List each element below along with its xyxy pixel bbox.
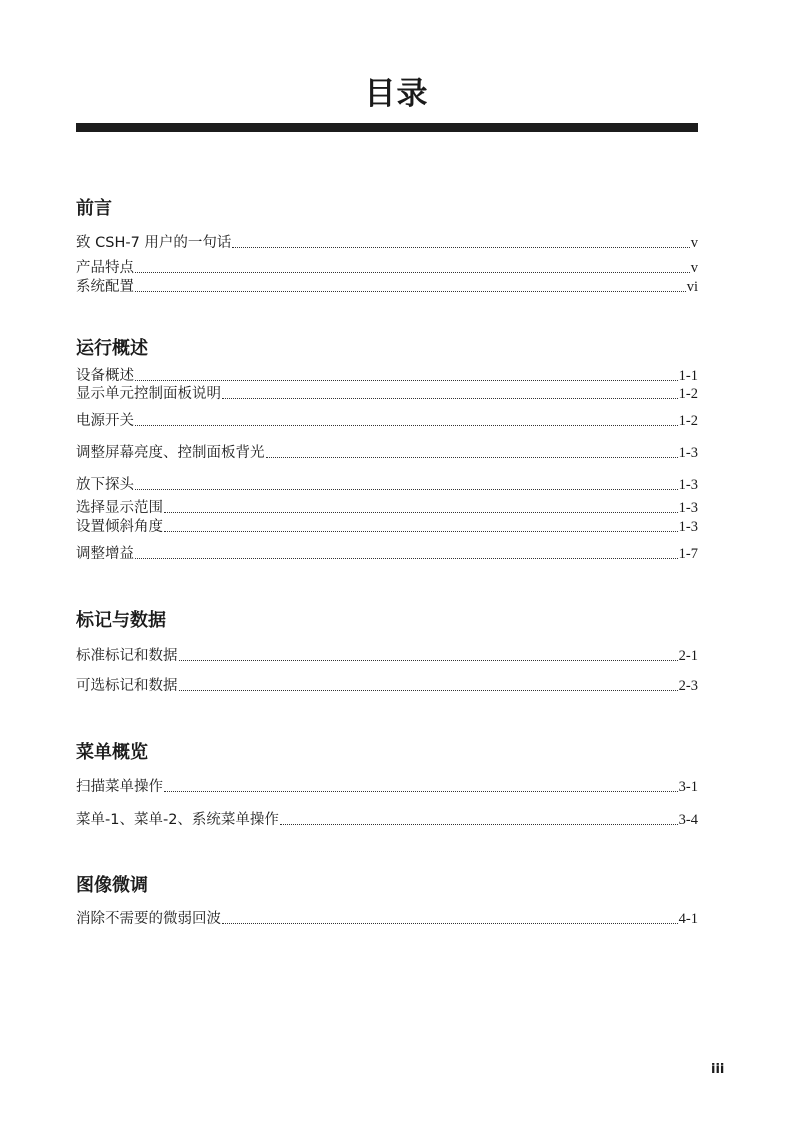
dot-leader (164, 791, 678, 792)
toc-entry[interactable] (76, 385, 698, 403)
section-heading: 菜单概览 (76, 742, 148, 763)
toc-entry-title: 标准标记和数据 (76, 648, 178, 664)
dot-leader (135, 558, 678, 559)
dot-leader (280, 824, 678, 825)
toc-entry-title: 调整屏幕亮度、控制面板背光 (76, 445, 265, 461)
dot-leader (222, 398, 678, 399)
toc-entry-page: vi (686, 279, 698, 295)
dot-leader (179, 660, 678, 661)
toc-entry-page: 3-1 (678, 779, 698, 795)
dot-leader (164, 531, 678, 532)
toc-entry[interactable] (76, 647, 698, 665)
toc-entry-title: 显示单元控制面板说明 (76, 386, 221, 402)
toc-entry-title: 系统配置 (76, 279, 134, 295)
section-heading: 运行概述 (76, 338, 148, 359)
toc-entry-title: 菜单-1、菜单-2、系统菜单操作 (76, 812, 279, 828)
toc-entry-page: v (690, 235, 698, 251)
toc-entry[interactable] (76, 778, 698, 796)
toc-entry[interactable] (76, 910, 698, 928)
toc-entry-title: 选择显示范围 (76, 500, 163, 516)
toc-entry-title: 设置倾斜角度 (76, 519, 163, 535)
page-number: iii (711, 1062, 725, 1077)
dot-leader (135, 291, 686, 292)
toc-entry-title: 消除不需要的微弱回波 (76, 911, 221, 927)
toc-entry-title: 电源开关 (76, 413, 134, 429)
toc-entry-page: 4-1 (678, 911, 698, 927)
toc-entry-page: 2-1 (678, 648, 698, 664)
toc-entry-page: 1-2 (678, 386, 698, 402)
toc-entry-page: 2-3 (678, 678, 698, 694)
toc-entry[interactable] (76, 278, 698, 296)
dot-leader (135, 425, 678, 426)
dot-leader (164, 512, 678, 513)
title-rule (76, 123, 698, 132)
section-heading: 前言 (76, 198, 112, 219)
toc-entry-page: v (690, 260, 698, 276)
toc-entry[interactable] (76, 677, 698, 695)
toc-entry[interactable] (76, 499, 698, 517)
toc-entry-page: 3-4 (678, 812, 698, 828)
toc-entry-title: 调整增益 (76, 546, 134, 562)
toc-entry[interactable] (76, 367, 698, 385)
toc-entry[interactable] (76, 518, 698, 536)
toc-entry[interactable] (76, 259, 698, 277)
toc-entry-page: 1-3 (678, 477, 698, 493)
section-heading: 图像微调 (76, 875, 148, 896)
toc-entry[interactable] (76, 444, 698, 462)
toc-entry[interactable] (76, 476, 698, 494)
toc-entry-page: 1-3 (678, 445, 698, 461)
page-title: 目录 (364, 76, 429, 112)
dot-leader (232, 247, 689, 248)
toc-entry[interactable] (76, 412, 698, 430)
toc-entry-title: 放下探头 (76, 477, 134, 493)
section-heading: 标记与数据 (76, 610, 166, 631)
toc-entry-title: 设备概述 (76, 368, 134, 384)
dot-leader (135, 380, 678, 381)
toc-entry-page: 1-3 (678, 519, 698, 535)
toc-entry[interactable] (76, 811, 698, 829)
toc-entry-title: 可选标记和数据 (76, 678, 178, 694)
dot-leader (135, 272, 690, 273)
toc-entry-page: 1-3 (678, 500, 698, 516)
toc-entry-page: 1-2 (678, 413, 698, 429)
toc-entry-title: 致 CSH-7 用户的一句话 (76, 235, 232, 251)
toc-entry-title: 扫描菜单操作 (76, 779, 163, 795)
dot-leader (179, 690, 678, 691)
toc-entry-title: 产品特点 (76, 260, 134, 276)
dot-leader (222, 923, 678, 924)
dot-leader (266, 457, 678, 458)
dot-leader (135, 489, 678, 490)
toc-entry-page: 1-1 (678, 368, 698, 384)
toc-entry[interactable] (76, 545, 698, 563)
toc-entry[interactable] (76, 234, 698, 252)
toc-entry-page: 1-7 (678, 546, 698, 562)
